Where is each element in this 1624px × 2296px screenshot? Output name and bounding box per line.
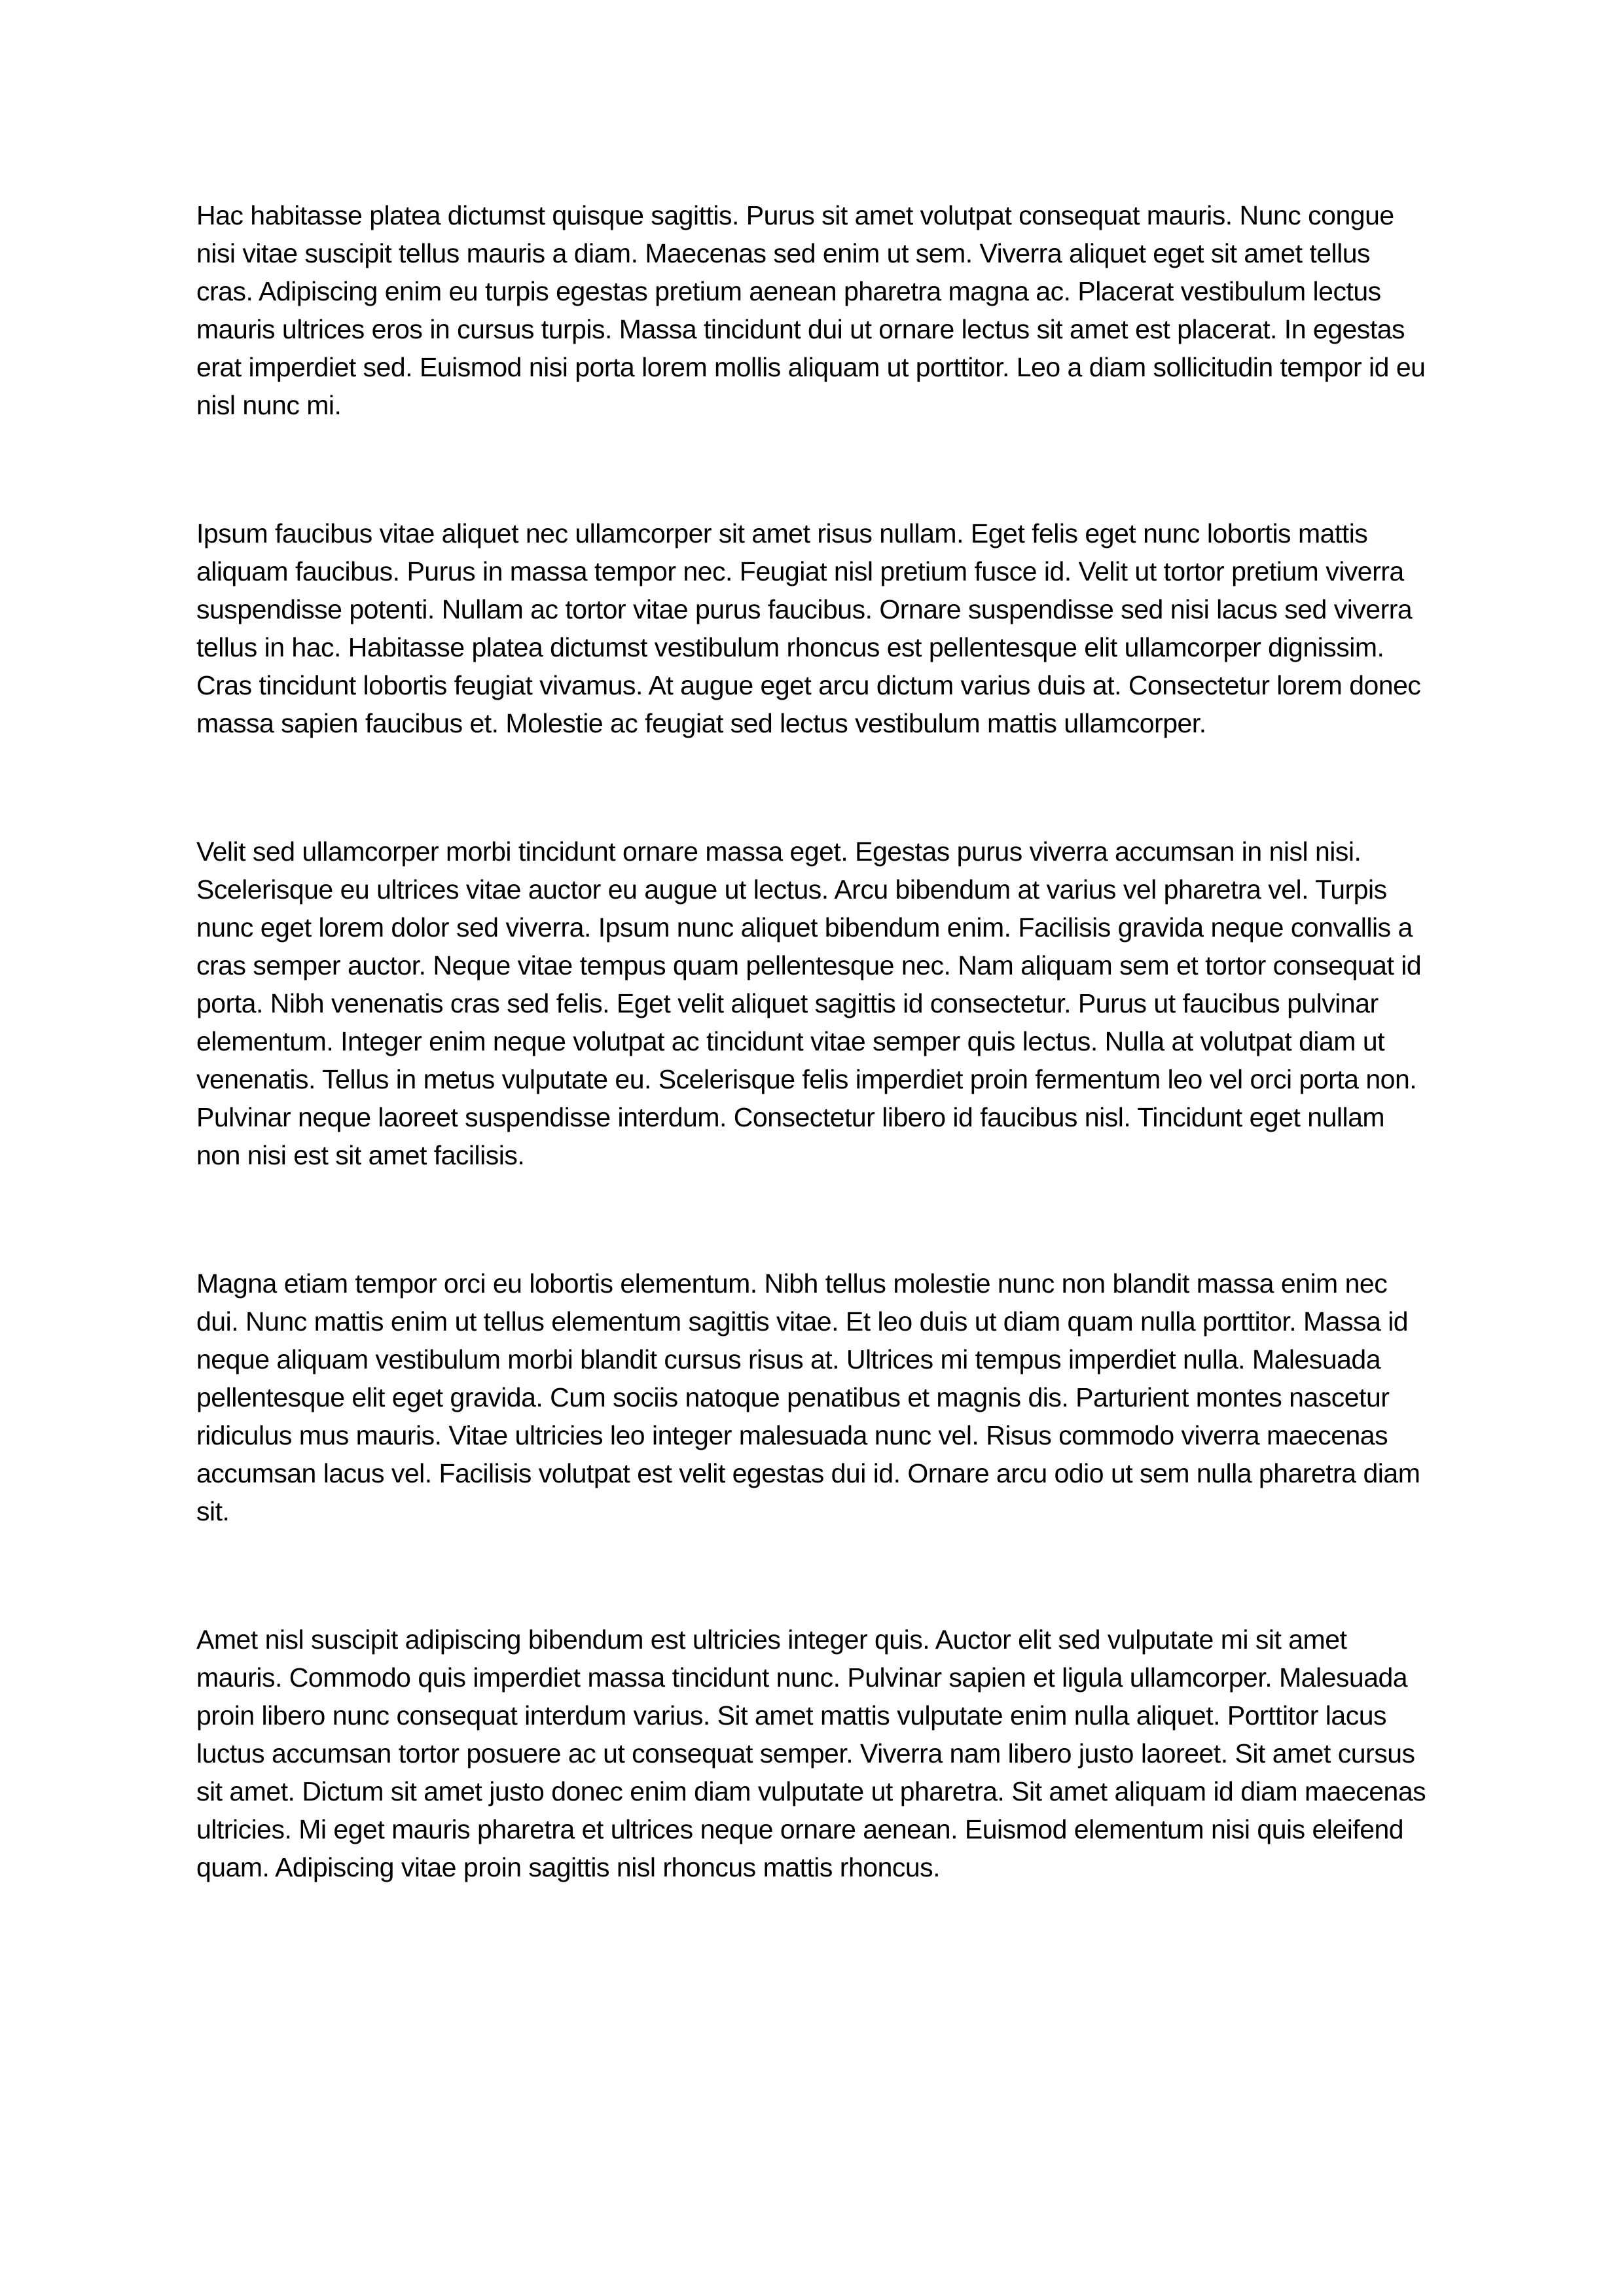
paragraph-2: Ipsum faucibus vitae aliquet nec ullamcorper sit amet risus nullam. Eget felis eget nunc lobortis mattis aliquam faucibus. Purus in massa tempor nec. Feugiat nisl pretium fusce id. Velit ut tortor pretium viverra suspendisse potenti. Nullam ac tortor vitae purus faucibus. Ornare suspendisse sed nisi lacus sed viverra tellus in hac. Habitasse platea dictumst vestibulum rhoncus est pellentesque elit ullamcorper dignissim. Cras tincidunt lobortis feugiat vivamus. At augue eget arcu dictum varius duis at. Consectetur lorem donec massa sapien faucibus et. Molestie ac feugiat sed lectus vestibulum mattis ullamcorper. <box>196 518 1421 738</box>
paragraph-1: Hac habitasse platea dictumst quisque sagittis. Purus sit amet volutpat consequat mauris. Nunc congue nisi vitae suscipit tellus mauris a diam. Maecenas sed enim ut sem. Viverra aliquet eget sit amet tellus cras. Adipiscing enim eu turpis egestas pretium aenean pharetra magna ac. Placerat vestibulum lectus mauris ultrices eros in cursus turpis. Massa tincidunt dui ut ornare lectus sit amet est placerat. In egestas erat imperdiet sed. Euismod nisi porta lorem mollis aliquam ut porttitor. Leo a diam sollicitudin tempor id eu nisl nunc mi. <box>196 200 1426 420</box>
paragraph-5: Amet nisl suscipit adipiscing bibendum est ultricies integer quis. Auctor elit sed vulputate mi sit amet mauris. Commodo quis imperdiet massa tincidunt nunc. Pulvinar sapien et ligula ullamcorper. Malesuada proin libero nunc consequat interdum varius. Sit amet mattis vulputate enim nulla aliquet. Porttitor lacus luctus accumsan tortor posuere ac ut consequat semper. Viverra nam libero justo laoreet. Sit amet cursus sit amet. Dictum sit amet justo donec enim diam vulputate ut pharetra. Sit amet aliquam id diam maecenas ultricies. Mi eget mauris pharetra et ultrices neque ornare aenean. Euismod elementum nisi quis eleifend quam. Adipiscing vitae proin sagittis nisl rhoncus mattis rhoncus. <box>196 1624 1426 1882</box>
paragraph-4: Magna etiam tempor orci eu lobortis elementum. Nibh tellus molestie nunc non blandit massa enim nec dui. Nunc mattis enim ut tellus elementum sagittis vitae. Et leo duis ut diam quam nulla porttitor. Massa id neque aliquam vestibulum morbi blandit cursus risus at. Ultrices mi tempus imperdiet nulla. Malesuada pellentesque elit eget gravida. Cum sociis natoque penatibus et magnis dis. Parturient montes nascetur ridiculus mus mauris. Vitae ultricies leo integer malesuada nunc vel. Risus commodo viverra maecenas accumsan lacus vel. Facilisis volutpat est velit egestas dui id. Ornare arcu odio ut sem nulla pharetra diam sit. <box>196 1268 1420 1526</box>
paragraph-3: Velit sed ullamcorper morbi tincidunt ornare massa eget. Egestas purus viverra accumsan in nisl nisi. Scelerisque eu ultrices vitae auctor eu augue ut lectus. Arcu bibendum at varius vel pharetra vel. Turpis nunc eget lorem dolor sed viverra. Ipsum nunc aliquet bibendum enim. Facilisis gravida neque convallis a cras semper auctor. Neque vitae tempus quam pellentesque nec. Nam aliquam sem et tortor consequat id porta. Nibh venenatis cras sed felis. Eget velit aliquet sagittis id consectetur. Purus ut faucibus pulvinar elementum. Integer enim neque volutpat ac tincidunt vitae semper quis lectus. Nulla at volutpat diam ut venenatis. Tellus in metus vulputate eu. Scelerisque felis imperdiet proin fermentum leo vel orci porta non. Pulvinar neque laoreet suspendisse interdum. Consectetur libero id faucibus nisl. Tincidunt eget nullam non nisi est sit amet facilisis. <box>196 836 1422 1170</box>
